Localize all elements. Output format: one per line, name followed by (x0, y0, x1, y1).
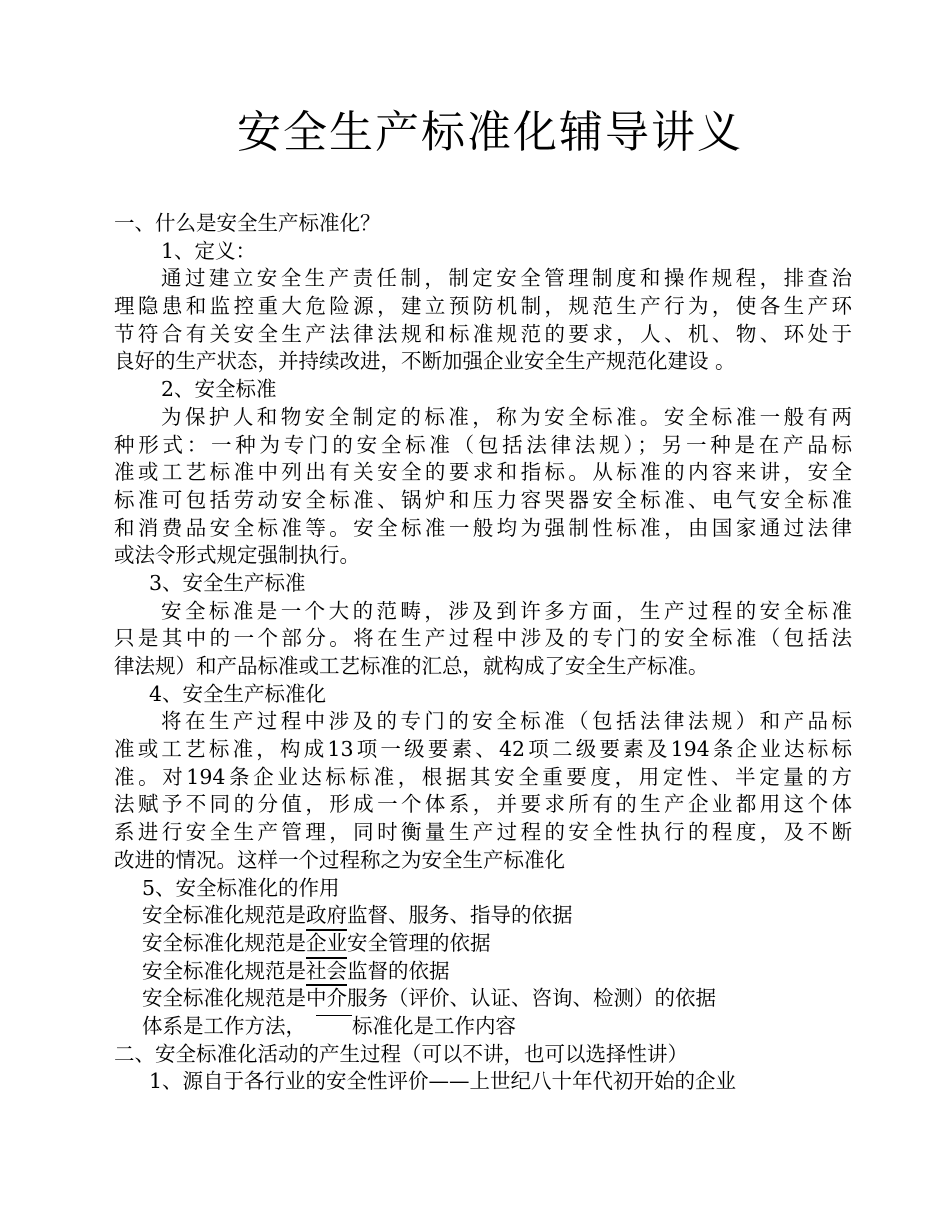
overlined-term: 中介 (306, 986, 347, 1011)
paragraph-line: 安全标准是一个大的范畴，涉及到许多方面，生产过程的安全标准 (161, 598, 852, 623)
list-item-text: 监督的依据 (347, 958, 450, 983)
overlined-term: 企业 (306, 930, 347, 955)
subsection-heading: 2、安全标准 (161, 377, 277, 402)
paragraph-line: 为保护人和物安全制定的标准，称为安全标准。安全标准一般有两 (161, 404, 852, 429)
paragraph-line: 只是其中的一个部分。将在生产过程中涉及的专门的安全标准（包括法 (114, 626, 852, 651)
list-item-text: 安全标准化规范是 (142, 986, 306, 1011)
subsection-heading: 4、安全生产标准化 (149, 681, 327, 706)
paragraph-line: 将在生产过程中涉及的专门的安全标准（包括法律法规）和产品标 (161, 709, 852, 734)
paragraph-line: 1、源自于各行业的安全性评价——上世纪八十年代初开始的企业 (149, 1069, 737, 1094)
overlined-term: 社会 (306, 958, 347, 983)
paragraph-line: 准。对194条企业达标标准，根据其安全重要度，用定性、半定量的方 (114, 764, 852, 789)
list-item-text: 安全管理的依据 (347, 930, 491, 955)
paragraph-line: 律法规）和产品标准或工艺标准的汇总，就构成了安全生产标准。 (114, 654, 709, 678)
subsection-heading: 5、安全标准化的作用 (142, 875, 340, 900)
paragraph-line: 理隐患和监控重大危险源，建立预防机制，规范生产行为，使各生产环 (114, 294, 852, 319)
paragraph-line: 通过建立安全生产责任制，制定安全管理制度和操作规程，排查治 (161, 266, 852, 291)
paragraph-line: 种形式：一种为专门的安全标准（包括法律法规）；另一种是在产品标 (114, 432, 852, 457)
paragraph-line: 改进的情况。这样一个过程称之为安全生产标准化 (114, 847, 565, 872)
section-heading: 二、安全标准化活动的产生过程（可以不讲，也可以选择性讲） (114, 1041, 688, 1066)
paragraph-line: 或法令形式规定强制执行。 (114, 543, 360, 568)
list-item (114, 930, 852, 958)
paragraph-line: 系进行安全生产管理，同时衡量生产过程的安全性执行的程度，及不断 (114, 820, 852, 845)
paragraph-line: 准或工艺标准，构成13项一级要素、42项二级要素及194条企业达标标 (114, 737, 852, 762)
list-item-text: 服务（评价、认证、咨询、检测）的依据 (347, 986, 716, 1011)
subsection-heading: 3、安全生产标准 (149, 570, 306, 595)
document-body (114, 210, 852, 1096)
list-item-text: 安全标准化规范是 (142, 958, 306, 983)
paragraph-line: 良好的生产状态，并持续改进，不断加强企业安全生产规范化建设 。 (114, 349, 736, 374)
list-item-text: 体系是工作方法， (142, 1013, 306, 1038)
blank-line (316, 1015, 352, 1016)
paragraph-line: 和消费品安全标准等。安全标准一般均为强制性标准，由国家通过法律 (114, 515, 852, 540)
section-heading: 一、什么是安全生产标准化？ (114, 211, 381, 235)
paragraph-line: 节符合有关安全生产法律法规和标准规范的要求，人、机、物、环处于 (114, 321, 852, 346)
list-item (114, 985, 852, 1013)
document-title: 安全生产标准化辅导讲义 (237, 107, 743, 158)
subsection-heading: 1、定义： (161, 238, 257, 263)
list-item-text: 标准化是工作内容 (352, 1013, 516, 1038)
paragraph-line: 准或工艺标准中列出有关安全的要求和指标。从标准的内容来讲，安全 (114, 460, 852, 485)
list-item (114, 1013, 852, 1041)
paragraph-line: 法赋予不同的分值，形成一个体系，并要求所有的生产企业都用这个体 (114, 792, 852, 817)
list-item: 安全标准化规范是政府监督、服务、指导的依据 (142, 903, 573, 928)
list-item-text: 安全标准化规范是 (142, 930, 306, 955)
paragraph-line: 标准可包括劳动安全标准、锅炉和压力容哭器安全标准、电气安全标准 (114, 487, 852, 512)
list-item (114, 958, 852, 986)
